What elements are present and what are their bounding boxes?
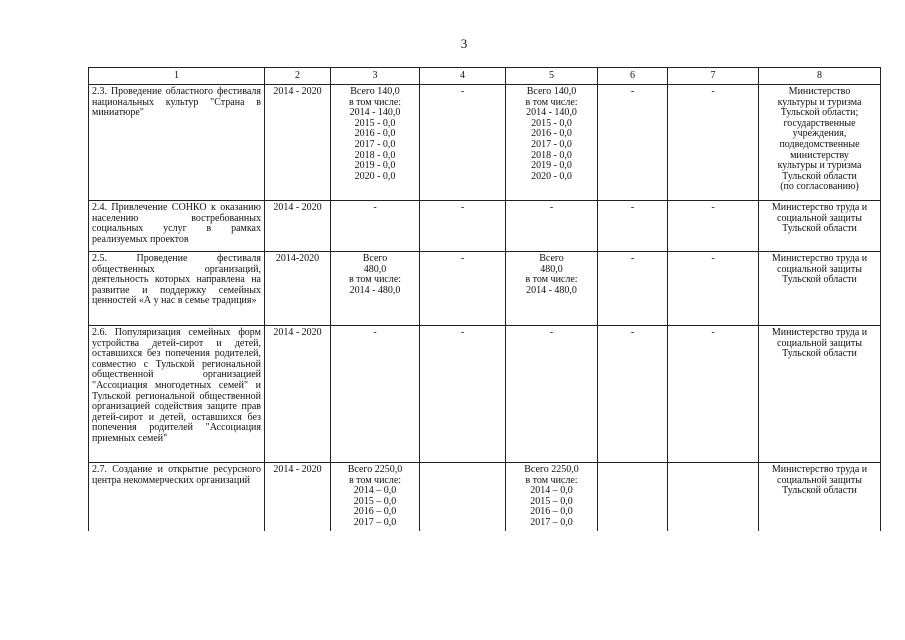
cell-line: 2017 – 0,0 bbox=[530, 516, 573, 528]
column-header: 1 bbox=[89, 68, 265, 85]
cell-line: 2017 – 0,0 bbox=[353, 516, 397, 528]
cell-line: в том числе: bbox=[348, 274, 402, 286]
column-header: 3 bbox=[331, 68, 420, 85]
regional-budget-cell bbox=[506, 201, 598, 252]
total-funding-cell bbox=[331, 326, 420, 463]
table-row bbox=[89, 252, 881, 326]
cell-text: - bbox=[460, 253, 465, 264]
cell-text: 2014 - 2020 bbox=[273, 464, 322, 475]
cell-line: 2015 - 0,0 bbox=[531, 117, 572, 129]
column-6-cell bbox=[598, 201, 668, 252]
column-6-cell bbox=[598, 463, 668, 532]
column-4-cell bbox=[420, 201, 506, 252]
cell-text: 2.3. Проведение областного фестиваля национальных культур "Страна в миниатюре" bbox=[92, 86, 261, 119]
cell-line: - bbox=[549, 202, 554, 213]
cell-line: Министерство труда и bbox=[771, 464, 868, 475]
cell-line: 2014 - 480,0 bbox=[349, 284, 401, 296]
cell-line: Тульской области bbox=[782, 485, 857, 497]
activity-name-cell bbox=[89, 326, 265, 463]
cell-text: - bbox=[711, 86, 715, 97]
cell-line: 2020 - 0,0 bbox=[531, 170, 572, 182]
activity-name-cell bbox=[89, 85, 265, 201]
column-header: 5 bbox=[506, 68, 598, 85]
cell-line: культуры и туризма bbox=[777, 160, 862, 172]
cell-text: 2.6. Популяризация семейных форм устройства детей-сирот и детей, оставшихся без попечения родителей, совместно с Тульской региональной общественной организацией "Ассоциация многодетных семей" и Тульской региональной общественной организацией содействия защите прав детей-сирот и детей, оставшихся без попечения родителей "Ассоциация приемных семей" bbox=[92, 327, 261, 444]
cell-line: социальной защиты bbox=[777, 474, 862, 486]
cell-line: учреждения, bbox=[792, 128, 847, 140]
column-header: 4 bbox=[420, 68, 506, 85]
cell-text: 2014 - 2020 bbox=[273, 327, 322, 338]
column-6-cell bbox=[598, 252, 668, 326]
cell-line: 2019 - 0,0 bbox=[531, 160, 572, 172]
cell-line: (по согласованию) bbox=[780, 181, 859, 193]
cell-line: 2016 – 0,0 bbox=[353, 506, 397, 518]
cell-line: 2020 - 0,0 bbox=[354, 170, 396, 182]
activity-name-cell bbox=[89, 463, 265, 532]
cell-line: в том числе: bbox=[348, 474, 402, 486]
cell-line: подведомственные bbox=[779, 138, 860, 150]
cell-text: - bbox=[630, 327, 635, 338]
cell-text: - bbox=[711, 253, 715, 264]
column-4-cell bbox=[420, 463, 506, 532]
responsible-executor-cell bbox=[759, 326, 881, 463]
years-cell bbox=[265, 326, 331, 463]
cell-line: 2015 – 0,0 bbox=[353, 495, 397, 507]
column-6-cell bbox=[598, 85, 668, 201]
column-7-cell bbox=[668, 201, 759, 252]
regional-budget-cell bbox=[506, 252, 598, 326]
cell-line: Тульской области; bbox=[780, 107, 859, 119]
total-funding-cell bbox=[331, 85, 420, 201]
cell-line: в том числе: bbox=[348, 96, 402, 108]
responsible-executor-cell bbox=[759, 252, 881, 326]
responsible-executor-cell bbox=[759, 201, 881, 252]
cell-text: 2014-2020 bbox=[275, 253, 320, 264]
regional-budget-cell bbox=[506, 463, 598, 532]
cell-line: 2014 - 480,0 bbox=[526, 284, 577, 296]
cell-line: министерству bbox=[790, 149, 849, 161]
cell-line: 2018 - 0,0 bbox=[531, 149, 572, 161]
cell-line: 2019 - 0,0 bbox=[354, 160, 396, 172]
cell-text: 2014 - 2020 bbox=[273, 202, 322, 213]
column-7-cell bbox=[668, 252, 759, 326]
cell-line: Министерство bbox=[788, 86, 851, 97]
column-7-cell bbox=[668, 463, 759, 532]
header-row bbox=[89, 68, 881, 85]
column-header: 2 bbox=[265, 68, 331, 85]
cell-line: 2017 - 0,0 bbox=[531, 138, 572, 150]
activity-name-cell bbox=[89, 252, 265, 326]
cell-line: Всего bbox=[539, 253, 564, 264]
activity-name-cell bbox=[89, 201, 265, 252]
column-header: 6 bbox=[598, 68, 668, 85]
cell-text: - bbox=[630, 253, 635, 264]
cell-text: 2014 - 2020 bbox=[273, 86, 322, 97]
table-row bbox=[89, 201, 881, 252]
cell-line: - bbox=[373, 202, 377, 213]
regional-budget-cell bbox=[506, 326, 598, 463]
cell-line: 2015 – 0,0 bbox=[530, 495, 573, 507]
cell-text: - bbox=[460, 327, 465, 338]
cell-line: 2014 - 140,0 bbox=[526, 107, 577, 119]
program-table bbox=[88, 67, 881, 531]
cell-line: государственные bbox=[783, 117, 856, 129]
cell-line: 480,0 bbox=[540, 263, 563, 275]
cell-line: в том числе: bbox=[525, 274, 578, 286]
cell-line: Всего 140,0 bbox=[526, 86, 577, 97]
cell-line: Всего bbox=[362, 253, 388, 264]
cell-line: Министерство труда и bbox=[771, 202, 868, 213]
table-row bbox=[89, 85, 881, 201]
cell-line: 2014 – 0,0 bbox=[353, 485, 397, 497]
cell-line: Тульской области bbox=[782, 348, 857, 360]
cell-line: 2014 – 0,0 bbox=[530, 485, 573, 497]
years-cell bbox=[265, 252, 331, 326]
table-row bbox=[89, 463, 881, 532]
cell-line: в том числе: bbox=[525, 474, 578, 486]
cell-line: - bbox=[549, 327, 554, 338]
cell-line: культуры и туризма bbox=[777, 96, 862, 108]
column-4-cell bbox=[420, 85, 506, 201]
years-cell bbox=[265, 201, 331, 252]
cell-line: Тульской области bbox=[782, 170, 857, 182]
years-cell bbox=[265, 85, 331, 201]
cell-line: Всего 2250,0 bbox=[524, 464, 579, 475]
total-funding-cell bbox=[331, 201, 420, 252]
cell-line: социальной защиты bbox=[777, 212, 862, 224]
cell-line: 2016 – 0,0 bbox=[530, 506, 573, 518]
table-row bbox=[89, 326, 881, 463]
cell-text: - bbox=[460, 86, 465, 97]
cell-line: Тульской области bbox=[782, 223, 857, 235]
cell-line: Всего 140,0 bbox=[350, 86, 400, 97]
cell-line: Министерство труда и bbox=[771, 253, 868, 264]
column-7-cell bbox=[668, 326, 759, 463]
cell-line: Всего 2250,0 bbox=[347, 464, 403, 475]
total-funding-cell bbox=[331, 463, 420, 532]
column-header: 7 bbox=[668, 68, 759, 85]
cell-line: 2018 - 0,0 bbox=[354, 149, 396, 161]
cell-line: Тульской области bbox=[782, 274, 857, 286]
page-number: 3 bbox=[460, 36, 468, 51]
responsible-executor-cell bbox=[759, 85, 881, 201]
cell-line: 2017 - 0,0 bbox=[354, 138, 396, 150]
cell-line: социальной защиты bbox=[777, 337, 862, 349]
column-4-cell bbox=[420, 326, 506, 463]
cell-line: 2016 - 0,0 bbox=[531, 128, 572, 140]
cell-line: - bbox=[373, 327, 377, 338]
cell-text: 2.5. Проведение фестиваля общественных организаций, деятельность которых направлена на развитие и поддержку семейных ценностей «А у нас в семье традиция» bbox=[92, 253, 261, 307]
cell-line: 2015 - 0,0 bbox=[354, 117, 396, 129]
cell-text: - bbox=[711, 327, 715, 338]
regional-budget-cell bbox=[506, 85, 598, 201]
cell-text: 2.4. Привлечение СОНКО к оказанию населению востребованных социальных услуг в рамках реализуемых проектов bbox=[92, 202, 261, 245]
cell-text: - bbox=[711, 202, 715, 213]
column-4-cell bbox=[420, 252, 506, 326]
column-7-cell bbox=[668, 85, 759, 201]
cell-line: в том числе: bbox=[525, 96, 578, 108]
years-cell bbox=[265, 463, 331, 532]
column-header: 8 bbox=[759, 68, 881, 85]
cell-line: 480,0 bbox=[363, 263, 387, 275]
column-6-cell bbox=[598, 326, 668, 463]
cell-text: 2.7. Создание и открытие ресурсного центра некоммерческих организаций bbox=[92, 464, 261, 486]
cell-line: Министерство труда и bbox=[771, 327, 868, 338]
total-funding-cell bbox=[331, 252, 420, 326]
cell-text: - bbox=[630, 202, 635, 213]
cell-line: социальной защиты bbox=[777, 263, 862, 275]
cell-line: 2016 - 0,0 bbox=[354, 128, 396, 140]
cell-line: 2014 - 140,0 bbox=[349, 107, 401, 119]
cell-text: - bbox=[460, 202, 465, 213]
responsible-executor-cell bbox=[759, 463, 881, 532]
cell-text: - bbox=[630, 86, 635, 97]
